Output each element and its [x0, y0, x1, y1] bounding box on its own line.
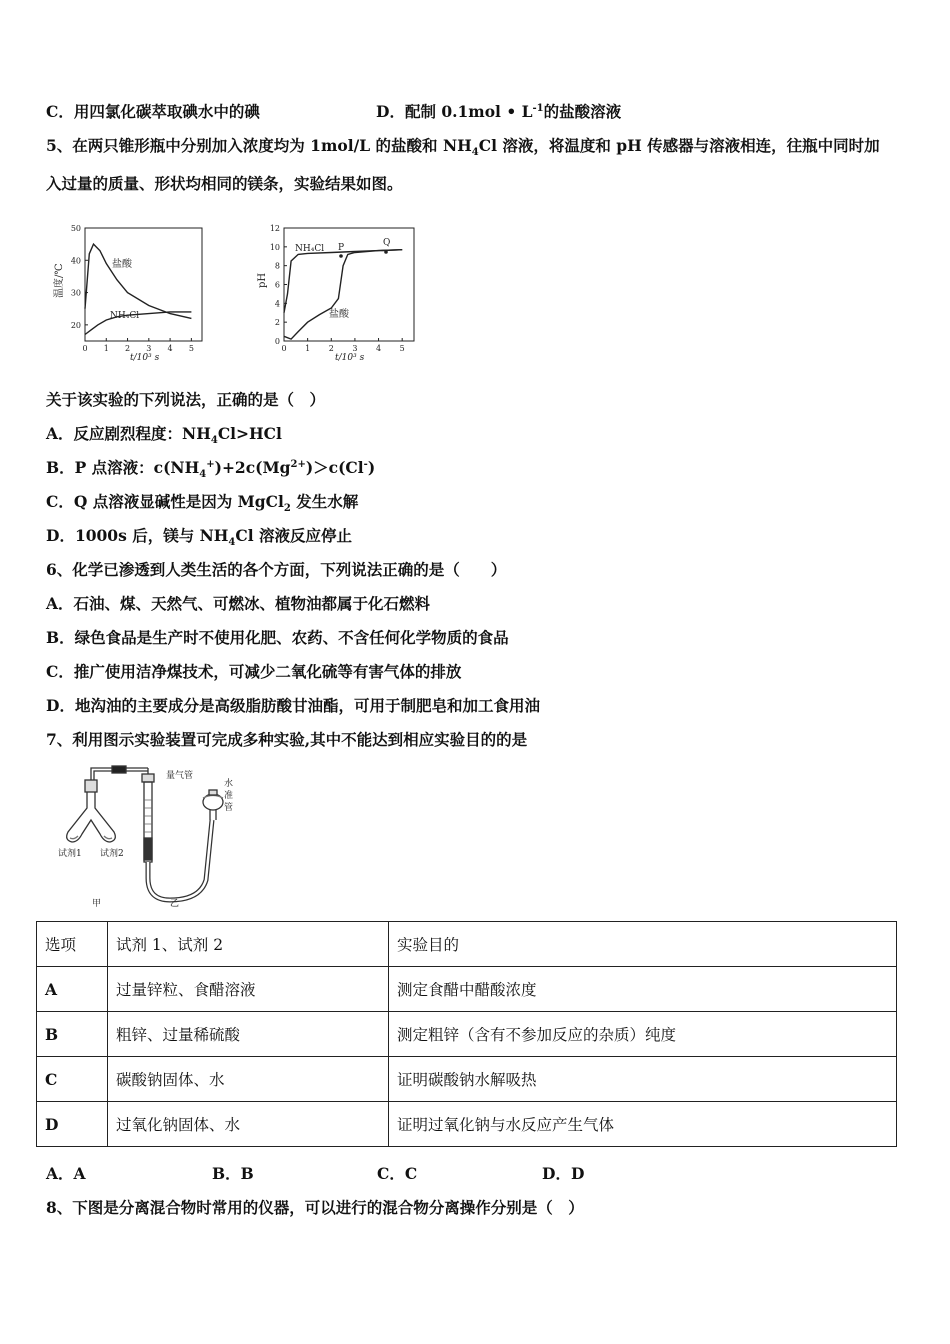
y-tick-label: 2: [274, 318, 280, 328]
x-tick-label: 1: [103, 344, 109, 353]
ph-xlabel: t/10³ s: [335, 353, 365, 363]
table-header-cell: 实验目的: [389, 922, 897, 967]
table-cell: C: [37, 1057, 108, 1102]
temp-chart-frame: [85, 228, 202, 341]
y-tick-label: 50: [70, 224, 81, 233]
q7-answer-a: A．A: [46, 1164, 86, 1183]
q6-stem: 6、化学已渗透到人类生活的各个方面，下列说法正确的是（ ）: [46, 560, 507, 579]
q7-answer-c: C．C: [377, 1164, 418, 1183]
label-gas-burette: 量气管: [166, 771, 194, 781]
label-level-1: 水: [224, 779, 234, 789]
x-tick-label: 4: [167, 344, 173, 353]
table-cell: A: [37, 967, 108, 1012]
x-tick-label: 3: [146, 344, 152, 353]
x-tick-label: 5: [399, 344, 405, 353]
temp-series-hcl: [85, 244, 191, 318]
table-row: [37, 1102, 897, 1147]
y-tick-label: 0: [274, 337, 280, 346]
label-level-2: 准: [224, 791, 234, 801]
x-tick-label: 1: [305, 344, 311, 353]
q5-option-b: B．P 点溶液：$c(NH_4^+)+2c(Mg^{2+})>c(Cl^-)$: [46, 458, 376, 481]
label-level-3: 管: [224, 803, 234, 813]
x-tick-label: 2: [328, 344, 334, 353]
q5-option-c: C．Q 点溶液显碱性是因为 MgCl$_2$ 发生水解: [46, 492, 359, 515]
q5-question: 关于该实验的下列说法，正确的是（ ）: [46, 390, 326, 409]
y-tick-label: 8: [274, 261, 280, 271]
q7-answer-d: D．D: [542, 1164, 585, 1183]
ph-label-hcl: 盐酸: [329, 309, 349, 320]
q5-option-d: D．1000s 后，镁与 $NH_4Cl$ 溶液反应停止: [46, 526, 353, 549]
ph-series-hcl: [284, 250, 402, 339]
label-yi: 乙: [170, 899, 180, 909]
table-cell: 证明碳酸钠水解吸热: [389, 1057, 897, 1102]
table-header-cell: 选项: [37, 922, 108, 967]
q6-option-b: B．绿色食品是生产时不使用化肥、农药、不含任何化学物质的食品: [46, 628, 509, 647]
y-tick-label: 10: [269, 242, 280, 252]
q5-stem-line2: 入过量的质量、形状均相同的镁条，实验结果如图。: [46, 174, 403, 193]
temperature-chart: [50, 220, 210, 365]
ph-point-q: [384, 250, 388, 254]
q4-option-d: D．配制 0.1mol • $L^{-1}$的盐酸溶液: [376, 102, 622, 121]
x-tick-label: 4: [375, 344, 382, 353]
y-tick-label: 40: [70, 256, 81, 266]
y-tick-label: 6: [274, 280, 280, 290]
connecting-tube: [91, 766, 148, 780]
temp-ylabel: 温度/℃: [54, 263, 65, 298]
table-cell: 证明过氧化钠与水反应产生气体: [389, 1102, 897, 1147]
q7-options-table: [36, 921, 897, 1147]
y-tick-label: 4: [274, 299, 280, 309]
x-tick-label: 0: [82, 344, 88, 353]
q5-stem-line1: 5、在两只锥形瓶中分别加入浓度均为 1mol/L 的盐酸和 $NH_4Cl$ 溶液，将温度和 pH 传感器与溶液相连，往瓶中同时加: [46, 136, 880, 159]
table-header-cell: 试剂 1、试剂 2: [108, 922, 389, 967]
q7-answer-b: B．B: [212, 1164, 254, 1183]
label-reagent-2: 试剂2: [100, 849, 124, 859]
y-tick-label: 12: [269, 224, 280, 233]
temp-xlabel: t/10³ s: [130, 353, 160, 363]
y-tube-icon: [67, 780, 116, 842]
table-row: [37, 967, 897, 1012]
temp-label-nh4cl: NH₄Cl: [110, 311, 140, 321]
temp-label-hcl: 盐酸: [112, 259, 132, 270]
table-cell: D: [37, 1102, 108, 1147]
apparatus-diagram: [50, 760, 250, 915]
table-cell: 粗锌、过量稀硫酸: [108, 1012, 389, 1057]
ph-point-p: [339, 254, 343, 258]
ph-label-p: P: [338, 243, 345, 253]
table-cell: 过量锌粒、食醋溶液: [108, 967, 389, 1012]
q5-option-a: A．反应剧烈程度：$NH_4Cl>HCl$: [46, 424, 282, 447]
x-tick-label: 0: [281, 344, 287, 353]
ph-chart: [255, 220, 425, 365]
x-tick-label: 3: [352, 344, 358, 353]
label-jia: 甲: [92, 899, 102, 909]
gas-burette-icon: [142, 768, 154, 862]
table-header-row: [37, 922, 897, 967]
ph-label-q: Q: [383, 238, 391, 248]
table-cell: 过氧化钠固体、水: [108, 1102, 389, 1147]
table-cell: 测定粗锌（含有不参加反应的杂质）纯度: [389, 1012, 897, 1057]
level-tube-icon: [203, 790, 223, 820]
q4-option-c: C．用四氯化碳萃取碘水中的碘: [46, 102, 260, 121]
table-cell: 测定食醋中醋酸浓度: [389, 967, 897, 1012]
ph-ylabel: pH: [257, 272, 268, 288]
x-tick-label: 2: [124, 344, 131, 353]
x-tick-label: 5: [188, 344, 194, 353]
table-cell: B: [37, 1012, 108, 1057]
q6-option-a: A．石油、煤、天然气、可燃冰、植物油都属于化石燃料: [46, 594, 431, 613]
ph-series-nh4cl: [284, 250, 402, 313]
q6-option-d: D．地沟油的主要成分是高级脂肪酸甘油酯，可用于制肥皂和加工食用油: [46, 696, 540, 715]
ph-label-nh4cl: NH₄Cl: [295, 244, 325, 254]
q8-stem: 8、下图是分离混合物时常用的仪器，可以进行的混合物分离操作分别是（ ）: [46, 1198, 584, 1217]
y-tick-label: 30: [70, 288, 81, 298]
table-cell: 碳酸钠固体、水: [108, 1057, 389, 1102]
table-row: [37, 1012, 897, 1057]
table-row: [37, 1057, 897, 1102]
y-tick-label: 20: [70, 320, 81, 330]
q7-stem: 7、利用图示实验装置可完成多种实验,其中不能达到相应实验目的的是: [46, 730, 528, 749]
label-reagent-1: 试剂1: [58, 849, 82, 859]
q6-option-c: C．推广使用洁净煤技术，可减少二氧化硫等有害气体的排放: [46, 662, 462, 681]
